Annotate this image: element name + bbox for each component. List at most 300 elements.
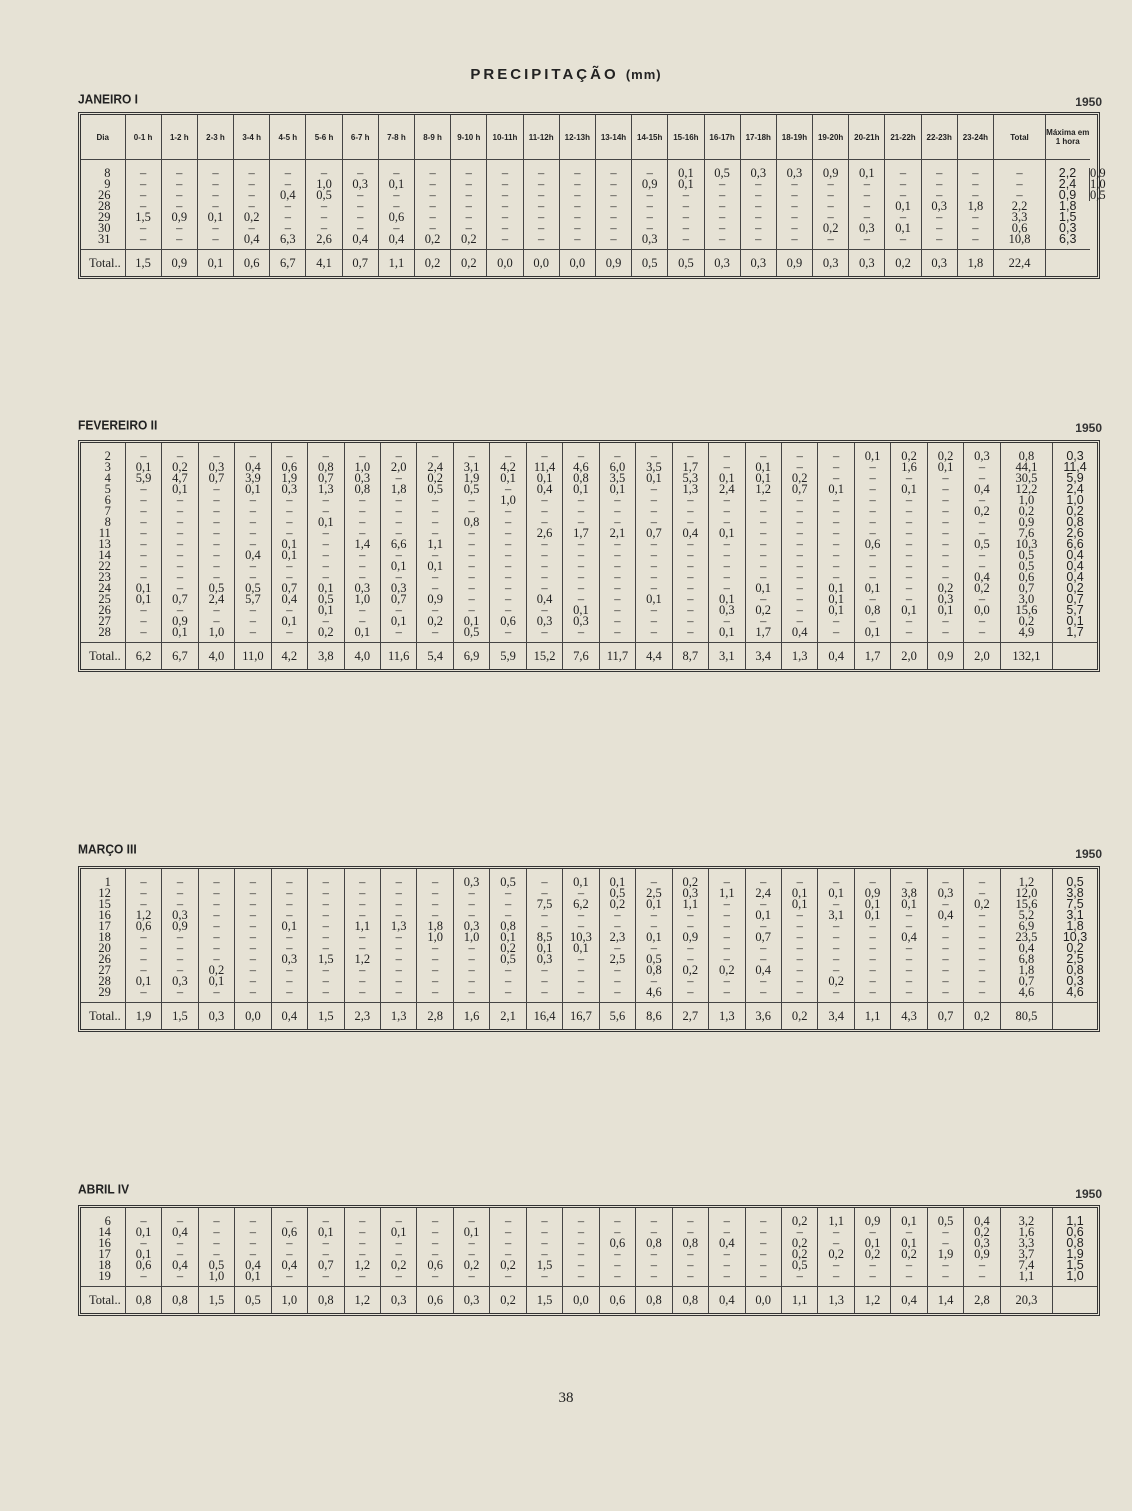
value-cell: – — [818, 954, 854, 965]
value-cell: 0,3 — [1053, 976, 1097, 987]
value-cell: – — [162, 517, 198, 528]
value-cell: – — [559, 201, 595, 212]
value-cell: 0,6 — [490, 616, 526, 627]
value-cell: 0,2 — [1053, 583, 1097, 594]
value-cell: 0,6 — [271, 1227, 307, 1238]
value-cell: – — [781, 550, 817, 561]
value-cell: – — [709, 616, 745, 627]
value-cell: 3,7 — [1000, 1249, 1052, 1260]
value-cell: – — [563, 987, 599, 998]
value-cell: – — [490, 976, 526, 987]
value-cell: – — [740, 179, 776, 190]
value-cell: – — [234, 190, 270, 201]
value-cell: – — [636, 484, 672, 495]
total-cell — [1046, 250, 1090, 277]
value-cell: – — [891, 1271, 927, 1282]
value-cell: 0,5 — [235, 583, 271, 594]
value-cell: 12,2 — [1000, 484, 1052, 495]
value-cell: – — [125, 943, 161, 954]
value-cell: 0,3 — [526, 616, 562, 627]
value-cell: – — [632, 223, 668, 234]
value-cell: 0,4 — [270, 190, 306, 201]
value-cell: 0,7 — [198, 473, 234, 484]
value-cell: – — [235, 572, 271, 583]
value-cell: – — [380, 451, 416, 462]
value-cell: 0,3 — [563, 616, 599, 627]
total-cell: 4,1 — [306, 250, 342, 277]
value-cell: 3,8 — [891, 888, 927, 899]
value-cell: – — [672, 1260, 708, 1271]
value-cell: 0,1 — [636, 473, 672, 484]
total-cell: 1,4 — [927, 1287, 963, 1314]
value-cell: – — [526, 888, 562, 899]
value-cell: – — [885, 234, 921, 245]
value-cell: – — [927, 1260, 963, 1271]
day-cell: 16 — [98, 908, 111, 922]
value-cell: – — [745, 987, 781, 998]
value-cell: – — [380, 495, 416, 506]
value-cell: 0,1 — [891, 899, 927, 910]
value-cell: – — [704, 234, 740, 245]
value-cell: 0,5 — [964, 539, 1000, 550]
value-cell: – — [563, 1238, 599, 1249]
value-cell: – — [927, 539, 963, 550]
value-cell: – — [234, 168, 270, 179]
value-cell: – — [672, 1271, 708, 1282]
value-cell: – — [198, 943, 234, 954]
value-cell: – — [344, 976, 380, 987]
value-cell: – — [927, 987, 963, 998]
total-cell: 0,3 — [198, 1003, 234, 1030]
value-cell: 0,5 — [453, 484, 489, 495]
value-cell: 0,8 — [672, 1238, 708, 1249]
value-cell: – — [162, 1271, 198, 1282]
value-cell: – — [198, 932, 234, 943]
value-cell: – — [125, 1238, 161, 1249]
value-cell: – — [781, 506, 817, 517]
total-cell: 4,2 — [271, 643, 307, 670]
value-cell: 2,5 — [636, 888, 672, 899]
column-header: 17-18h — [740, 115, 776, 160]
total-cell: 1,5 — [125, 250, 161, 277]
section-label-fevereiro: FEVEREIRO II — [78, 417, 158, 433]
value-cell: – — [235, 932, 271, 943]
value-cell: 3,1 — [453, 462, 489, 473]
value-cell: – — [563, 1260, 599, 1271]
value-cell: – — [781, 954, 817, 965]
value-cell: – — [235, 627, 271, 638]
table-row — [81, 201, 1097, 212]
value-cell: – — [781, 462, 817, 473]
value-cell: 0,1 — [599, 877, 635, 888]
total-cell: 1,1 — [781, 1287, 817, 1314]
value-cell: – — [417, 943, 453, 954]
value-cell: – — [490, 572, 526, 583]
value-cell: – — [162, 528, 198, 539]
value-cell: – — [818, 932, 854, 943]
value-cell: – — [818, 495, 854, 506]
total-cell: 0,9 — [927, 643, 963, 670]
value-cell: 0,5 — [198, 1260, 234, 1271]
value-cell: – — [453, 539, 489, 550]
value-cell: – — [417, 1249, 453, 1260]
column-header: 0-1 h — [125, 115, 161, 160]
value-cell: – — [490, 605, 526, 616]
value-cell: – — [523, 201, 559, 212]
day-cell: 17 — [98, 1247, 111, 1261]
value-cell: – — [854, 943, 890, 954]
value-cell: 2,3 — [599, 932, 635, 943]
column-header: 18-19h — [776, 115, 812, 160]
value-cell: – — [198, 1249, 234, 1260]
value-cell: – — [380, 1238, 416, 1249]
value-cell: 0,2 — [927, 583, 963, 594]
value-cell: – — [271, 910, 307, 921]
value-cell: – — [632, 212, 668, 223]
value-cell: – — [964, 976, 1000, 987]
value-cell: 1,6 — [1000, 1227, 1052, 1238]
value-cell: – — [380, 528, 416, 539]
value-cell: – — [672, 550, 708, 561]
value-cell: – — [599, 976, 635, 987]
value-cell: 1,4 — [344, 539, 380, 550]
value-cell: – — [563, 1249, 599, 1260]
value-cell: 3,5 — [599, 473, 635, 484]
value-cell: – — [162, 888, 198, 899]
value-cell: – — [490, 550, 526, 561]
value-cell: 0,2 — [1053, 506, 1097, 517]
value-cell: – — [523, 234, 559, 245]
value-cell: – — [781, 594, 817, 605]
total-cell: 2,7 — [672, 1003, 708, 1030]
value-cell: 3,3 — [1000, 1238, 1052, 1249]
value-cell: – — [342, 190, 378, 201]
value-cell: 0,4 — [271, 594, 307, 605]
value-cell: 0,2 — [818, 976, 854, 987]
value-cell: – — [417, 528, 453, 539]
value-cell: 0,6 — [417, 1260, 453, 1271]
total-cell: 2,0 — [964, 643, 1000, 670]
value-cell: – — [344, 877, 380, 888]
total-cell: 0,4 — [271, 1003, 307, 1030]
value-cell: 2,4 — [1053, 484, 1097, 495]
value-cell: 0,1 — [818, 484, 854, 495]
day-cell: 14 — [98, 1225, 111, 1239]
value-cell: 10,3 — [1053, 932, 1097, 943]
value-cell: – — [234, 201, 270, 212]
value-cell: 1,5 — [125, 212, 161, 223]
total-cell: 0,3 — [849, 250, 885, 277]
value-cell: 0,1 — [308, 605, 344, 616]
value-cell: – — [818, 877, 854, 888]
value-cell: – — [487, 234, 523, 245]
value-cell: – — [490, 561, 526, 572]
value-cell: – — [523, 223, 559, 234]
value-cell: 0,3 — [1053, 451, 1097, 462]
value-cell: – — [921, 168, 957, 179]
value-cell: – — [599, 965, 635, 976]
value-cell: 0,2 — [818, 1249, 854, 1260]
table-row — [81, 987, 1097, 998]
value-cell: – — [415, 190, 451, 201]
value-cell: – — [927, 1238, 963, 1249]
value-cell: – — [595, 201, 631, 212]
total-cell: 1,5 — [308, 1003, 344, 1030]
value-cell: – — [636, 910, 672, 921]
value-cell: – — [380, 976, 416, 987]
value-cell: – — [162, 561, 198, 572]
value-cell: – — [526, 517, 562, 528]
value-cell: – — [526, 921, 562, 932]
value-cell: – — [740, 201, 776, 212]
value-cell: – — [344, 451, 380, 462]
value-cell: – — [526, 605, 562, 616]
value-cell: – — [235, 910, 271, 921]
value-cell: – — [563, 583, 599, 594]
value-cell: – — [927, 943, 963, 954]
value-cell: 0,1 — [378, 179, 414, 190]
value-cell: – — [417, 495, 453, 506]
value-cell: – — [994, 168, 1046, 179]
column-header: 19-20h — [813, 115, 849, 160]
value-cell: – — [672, 1249, 708, 1260]
value-cell: 1,0 — [306, 179, 342, 190]
day-cell: 5 — [104, 482, 111, 496]
value-cell: 5,9 — [125, 473, 161, 484]
value-cell: 0,4 — [964, 1216, 1000, 1227]
value-cell: – — [161, 179, 197, 190]
value-cell: 0,5 — [490, 954, 526, 965]
value-cell: – — [668, 201, 704, 212]
day-cell: 11 — [98, 526, 111, 540]
total-cell: 4,0 — [198, 643, 234, 670]
value-cell: – — [964, 462, 1000, 473]
value-cell: 1,2 — [125, 910, 161, 921]
value-cell: – — [271, 495, 307, 506]
value-cell: – — [672, 987, 708, 998]
value-cell: 0,2 — [453, 1260, 489, 1271]
value-cell: 0,4 — [672, 528, 708, 539]
value-cell: 0,2 — [891, 1249, 927, 1260]
total-cell: 80,5 — [1000, 1003, 1052, 1030]
total-cell: 4,4 — [636, 643, 672, 670]
value-cell: – — [234, 223, 270, 234]
value-cell: – — [672, 954, 708, 965]
value-cell: – — [490, 1271, 526, 1282]
value-cell: – — [417, 1271, 453, 1282]
value-cell: – — [921, 212, 957, 223]
value-cell: – — [636, 1260, 672, 1271]
value-cell: 0,9 — [854, 1216, 890, 1227]
value-cell: 2,2 — [1046, 168, 1090, 179]
value-cell: 0,5 — [1053, 877, 1097, 888]
value-cell: 0,1 — [636, 932, 672, 943]
value-cell: 0,2 — [417, 473, 453, 484]
value-cell: – — [378, 168, 414, 179]
value-cell: – — [125, 572, 161, 583]
value-cell: – — [745, 561, 781, 572]
value-cell: – — [854, 921, 890, 932]
total-label: Total.. — [81, 643, 125, 670]
value-cell: 0,1 — [854, 627, 890, 638]
value-cell: – — [380, 572, 416, 583]
total-cell: 0,0 — [235, 1003, 271, 1030]
value-cell: – — [162, 550, 198, 561]
value-cell: 0,2 — [891, 451, 927, 462]
value-cell: 6,9 — [1000, 921, 1052, 932]
value-cell: – — [818, 550, 854, 561]
value-cell: – — [672, 910, 708, 921]
value-cell: 1,5 — [1053, 1260, 1097, 1271]
value-cell: 0,2 — [1000, 616, 1052, 627]
value-cell: 0,1 — [891, 605, 927, 616]
value-cell: – — [599, 1216, 635, 1227]
value-cell: – — [523, 168, 559, 179]
value-cell: – — [198, 921, 234, 932]
value-cell: – — [125, 932, 161, 943]
value-cell: – — [380, 1249, 416, 1260]
value-cell: – — [781, 605, 817, 616]
day-cell: 2 — [104, 449, 111, 463]
value-cell: 1,1 — [709, 888, 745, 899]
value-cell: – — [344, 1216, 380, 1227]
value-cell: 0,2 — [964, 899, 1000, 910]
value-cell: – — [632, 168, 668, 179]
value-cell: – — [487, 168, 523, 179]
value-cell: 6,2 — [563, 899, 599, 910]
total-cell: 0,7 — [342, 250, 378, 277]
value-cell: – — [453, 987, 489, 998]
value-cell: – — [125, 550, 161, 561]
value-cell: 6,6 — [380, 539, 416, 550]
value-cell: – — [891, 495, 927, 506]
value-cell: – — [125, 506, 161, 517]
value-cell: – — [417, 888, 453, 899]
value-cell: – — [818, 561, 854, 572]
value-cell: – — [417, 899, 453, 910]
value-cell: – — [344, 1227, 380, 1238]
value-cell: – — [636, 1249, 672, 1260]
value-cell: 0,3 — [740, 168, 776, 179]
value-cell: – — [417, 451, 453, 462]
value-cell: – — [162, 506, 198, 517]
value-cell: 0,1 — [526, 473, 562, 484]
total-cell: 5,6 — [599, 1003, 635, 1030]
value-cell: 0,8 — [636, 1238, 672, 1249]
value-cell: 0,1 — [927, 605, 963, 616]
value-cell: – — [490, 1238, 526, 1249]
value-cell: – — [453, 572, 489, 583]
value-cell: 0,1 — [125, 594, 161, 605]
value-cell: – — [563, 517, 599, 528]
value-cell: 1,0 — [490, 495, 526, 506]
value-cell: – — [672, 506, 708, 517]
value-cell: 0,5 — [306, 190, 342, 201]
title-text: PRECIPITAÇÃO — [470, 66, 619, 83]
value-cell: – — [818, 1271, 854, 1282]
value-cell: – — [235, 451, 271, 462]
value-cell: 0,5 — [599, 888, 635, 899]
value-cell: 0,1 — [709, 528, 745, 539]
value-cell: – — [490, 899, 526, 910]
value-cell: – — [490, 506, 526, 517]
value-cell: – — [523, 190, 559, 201]
value-cell: – — [781, 583, 817, 594]
value-cell: – — [380, 954, 416, 965]
value-cell: 0,4 — [1000, 943, 1052, 954]
value-cell: 1,0 — [198, 627, 234, 638]
value-cell: 0,2 — [451, 234, 487, 245]
total-cell: 0,6 — [599, 1287, 635, 1314]
value-cell: 0,4 — [162, 1260, 198, 1271]
value-cell: – — [957, 223, 993, 234]
value-cell: 0,1 — [668, 179, 704, 190]
table-row — [81, 627, 1097, 638]
value-cell: – — [526, 451, 562, 462]
value-cell: 0,5 — [927, 1216, 963, 1227]
value-cell: – — [308, 495, 344, 506]
value-cell: – — [417, 517, 453, 528]
value-cell: – — [709, 462, 745, 473]
value-cell: 0,5 — [490, 877, 526, 888]
column-header: 15-16h — [668, 115, 704, 160]
value-cell: 0,3 — [776, 168, 812, 179]
value-cell: 15,6 — [1000, 605, 1052, 616]
value-cell: – — [308, 616, 344, 627]
total-cell: 3,6 — [745, 1003, 781, 1030]
total-cell: 0,5 — [668, 250, 704, 277]
value-cell: – — [776, 234, 812, 245]
value-cell: – — [745, 594, 781, 605]
value-cell: 1,8 — [417, 921, 453, 932]
column-header: 13-14h — [595, 115, 631, 160]
value-cell: – — [235, 1227, 271, 1238]
total-label: Total.. — [81, 250, 125, 277]
value-cell: 0,2 — [964, 506, 1000, 517]
value-cell: – — [417, 1238, 453, 1249]
value-cell: – — [453, 1249, 489, 1260]
day-cell: 31 — [98, 232, 111, 246]
value-cell: – — [854, 987, 890, 998]
value-cell: 0,3 — [632, 234, 668, 245]
value-cell: – — [891, 583, 927, 594]
value-cell: – — [818, 451, 854, 462]
value-cell: – — [453, 550, 489, 561]
value-cell: 1,0 — [1000, 495, 1052, 506]
value-cell: 0,3 — [1046, 223, 1090, 234]
value-cell: – — [526, 627, 562, 638]
value-cell: – — [854, 616, 890, 627]
value-cell: 0,5 — [308, 594, 344, 605]
value-cell: 0,1 — [417, 561, 453, 572]
value-cell: – — [818, 987, 854, 998]
value-cell: – — [964, 987, 1000, 998]
value-cell: – — [344, 561, 380, 572]
value-cell: – — [271, 605, 307, 616]
value-cell: 0,3 — [927, 888, 963, 899]
value-cell: – — [704, 201, 740, 212]
value-cell: – — [198, 506, 234, 517]
total-row — [81, 643, 1097, 670]
total-cell: 11,7 — [599, 643, 635, 670]
value-cell: – — [964, 943, 1000, 954]
value-cell: 0,3 — [162, 910, 198, 921]
value-cell: – — [380, 473, 416, 484]
column-header: 23-24h — [957, 115, 993, 160]
value-cell: 1,2 — [344, 1260, 380, 1271]
column-header: 16-17h — [704, 115, 740, 160]
value-cell: 7,6 — [1000, 528, 1052, 539]
